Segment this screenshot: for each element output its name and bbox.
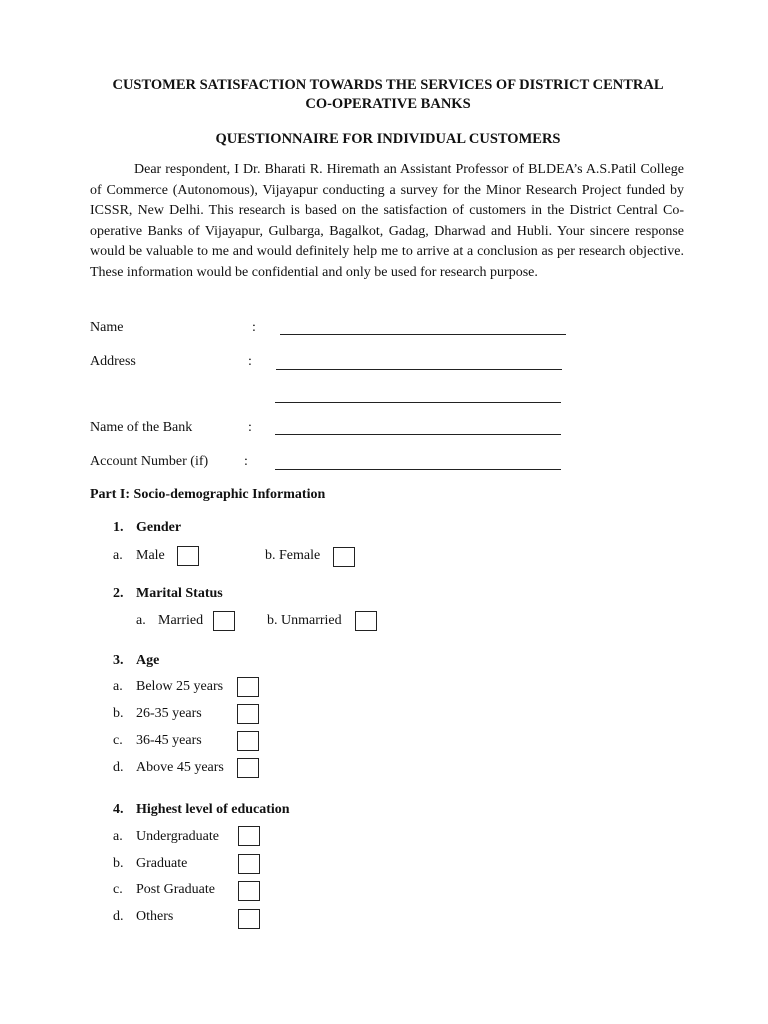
- q4-option-marker: b.: [113, 856, 124, 871]
- intro-paragraph: Dear respondent, I Dr. Bharati R. Hiremath an Assistant Professor of BLDEA’s A.S.Patil College of Commerce (Autonomous), Vijayapur conducting a survey for the Minor Research Project funded by ICSSR, New Delhi. This research is based on the satisfaction of customers in the District Central Co-operative Banks of Vijayapur, Gulbarga, Bagalkot, Gadag, Dharwad and Hubli. Your sincere response would be valuable to me and would definitely help me to arrive at a conclusion as per research objective. These information would be confidential and only be used for research purpose.: [90, 162, 684, 280]
- account-number-label: Account Number (if): [90, 454, 209, 469]
- q4-option-label: Undergraduate: [136, 829, 219, 844]
- q3-option-label: Above 45 years: [136, 760, 224, 775]
- married-checkbox[interactable]: [213, 611, 235, 631]
- q4-number: 4.: [113, 802, 124, 817]
- q3-option-marker: b.: [113, 706, 124, 721]
- q4-title: Highest level of education: [136, 802, 290, 817]
- q3-option-label: Below 25 years: [136, 679, 224, 694]
- q1-title: Gender: [136, 520, 182, 535]
- q1-option-a-marker: a.: [113, 548, 123, 563]
- q1-option-male-label: Male: [136, 548, 165, 563]
- q4-option-label: Others: [136, 909, 174, 924]
- q2-option-unmarried-label: b. Unmarried: [267, 613, 342, 628]
- account-number-colon: :: [244, 454, 248, 469]
- part1-heading: Part I: Socio-demographic Information: [90, 487, 326, 502]
- q3-option-marker: a.: [113, 679, 123, 694]
- q4-option-label: Graduate: [136, 856, 188, 871]
- education-graduate-checkbox[interactable]: [238, 854, 260, 874]
- account-number-field[interactable]: [275, 469, 561, 470]
- name-label: Name: [90, 320, 124, 335]
- q4-option-label: Post Graduate: [136, 882, 215, 897]
- q4-option-marker: c.: [113, 882, 123, 897]
- name-field[interactable]: [280, 334, 566, 335]
- q3-title: Age: [136, 653, 160, 668]
- q3-number: 3.: [113, 653, 124, 668]
- education-undergraduate-checkbox[interactable]: [238, 826, 260, 846]
- q3-option-marker: c.: [113, 733, 123, 748]
- q3-option-marker: d.: [113, 760, 124, 775]
- document-subtitle: QUESTIONNAIRE FOR INDIVIDUAL CUSTOMERS: [215, 131, 561, 147]
- q2-title: Marital Status: [136, 586, 223, 601]
- q2-option-married-label: Married: [158, 613, 204, 628]
- q4-option-marker: d.: [113, 909, 124, 924]
- q4-option-marker: a.: [113, 829, 123, 844]
- address-field-line2[interactable]: [275, 402, 561, 403]
- q3-option-label: 36-45 years: [136, 733, 202, 748]
- bank-name-field[interactable]: [275, 434, 561, 435]
- address-label: Address: [90, 354, 136, 369]
- q3-option-label: 26-35 years: [136, 706, 202, 721]
- age-above-45-checkbox[interactable]: [237, 758, 259, 778]
- name-colon: :: [252, 320, 256, 335]
- document-title-line1: CUSTOMER SATISFACTION TOWARDS THE SERVICES OF DISTRICT CENTRAL: [112, 77, 664, 93]
- unmarried-checkbox[interactable]: [355, 611, 377, 631]
- bank-name-label: Name of the Bank: [90, 420, 193, 435]
- address-field-line1[interactable]: [276, 369, 562, 370]
- bank-name-colon: :: [248, 420, 252, 435]
- document-title-line2: CO-OPERATIVE BANKS: [305, 96, 471, 112]
- q1-number: 1.: [113, 520, 124, 535]
- education-others-checkbox[interactable]: [238, 909, 260, 929]
- q1-option-female-label: b. Female: [265, 548, 321, 563]
- age-36-45-checkbox[interactable]: [237, 731, 259, 751]
- education-post-graduate-checkbox[interactable]: [238, 881, 260, 901]
- age-below-25-checkbox[interactable]: [237, 677, 259, 697]
- female-checkbox[interactable]: [333, 547, 355, 567]
- address-colon: :: [248, 354, 252, 369]
- age-26-35-checkbox[interactable]: [237, 704, 259, 724]
- male-checkbox[interactable]: [177, 546, 199, 566]
- q2-number: 2.: [113, 586, 124, 601]
- q2-option-a-marker: a.: [136, 613, 146, 628]
